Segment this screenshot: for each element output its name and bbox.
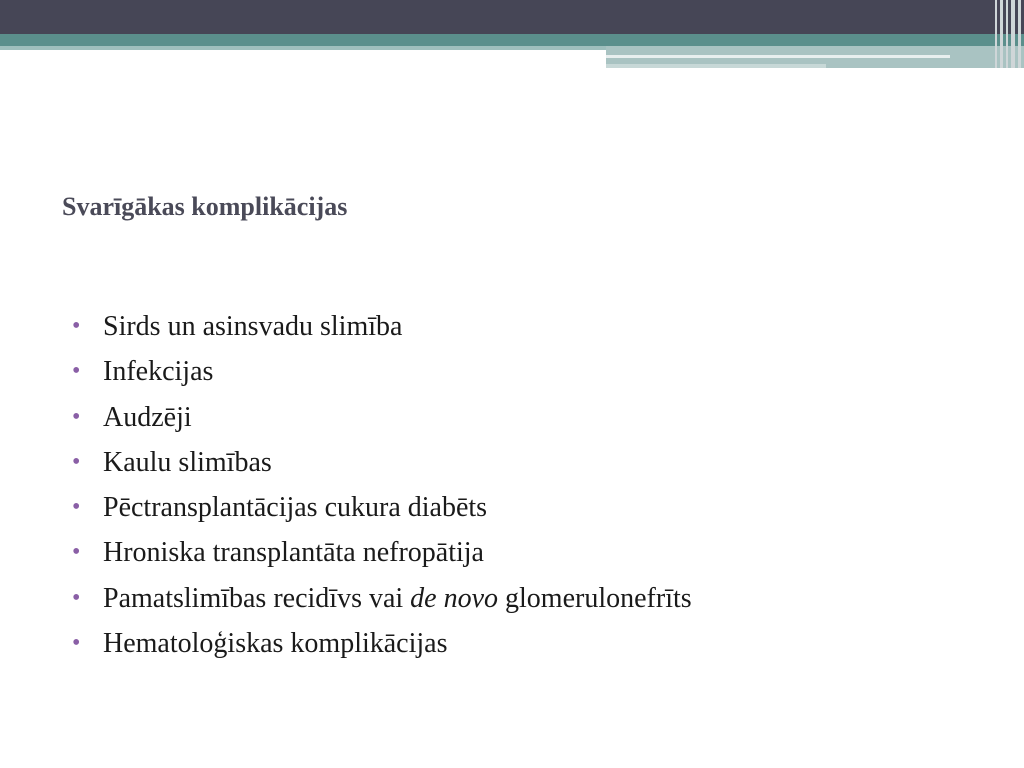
list-item-text-pre: Pamatslimības recidīvs vai: [103, 582, 411, 614]
header-teal-light-band: [0, 46, 606, 50]
header-teal-band: [0, 34, 1024, 46]
list-item-text: Hroniska transplantāta nefropātija: [103, 537, 484, 569]
list-item-text: Audzēji: [103, 401, 192, 433]
list-item: [72, 395, 692, 440]
bullet-dot-icon: •: [72, 358, 81, 385]
list-item: [72, 576, 692, 621]
bullet-dot-icon: •: [72, 313, 81, 339]
list-item-text: [103, 583, 692, 614]
list-item-text: Pēctransplantācijas cukura diabēts: [103, 492, 488, 524]
list-item-text: Hematoloģiskas komplikācijas: [103, 628, 448, 660]
bullet-dot-icon: •: [72, 494, 81, 521]
list-item: [72, 349, 692, 394]
bullet-list: [72, 304, 692, 666]
list-item: [72, 304, 692, 349]
slide-title: Svarīgākas komplikācijas: [62, 192, 348, 221]
list-item: [72, 530, 692, 575]
header-vertical-stripes: [992, 0, 1024, 68]
bullet-dot-icon: •: [72, 403, 81, 430]
list-item-text: Sirds un asinsvadu slimība: [103, 311, 403, 342]
list-item-text: Kaulu slimības: [103, 446, 272, 478]
list-item: [72, 485, 692, 530]
header-right-accent-line: [606, 55, 950, 58]
bullet-dot-icon: •: [72, 584, 81, 611]
bullet-dot-icon: •: [72, 448, 81, 475]
header-right-accent-line-short: [606, 64, 826, 68]
bullet-dot-icon: •: [72, 539, 81, 566]
bullet-dot-icon: •: [72, 630, 81, 657]
list-item: [72, 621, 692, 666]
list-item: [72, 440, 692, 485]
list-item-text-italic: de novo: [410, 582, 499, 614]
list-item-text-post: glomerulonefrīts: [498, 582, 692, 614]
list-item-text: Infekcijas: [103, 356, 214, 388]
header-dark-band: [0, 0, 1024, 34]
